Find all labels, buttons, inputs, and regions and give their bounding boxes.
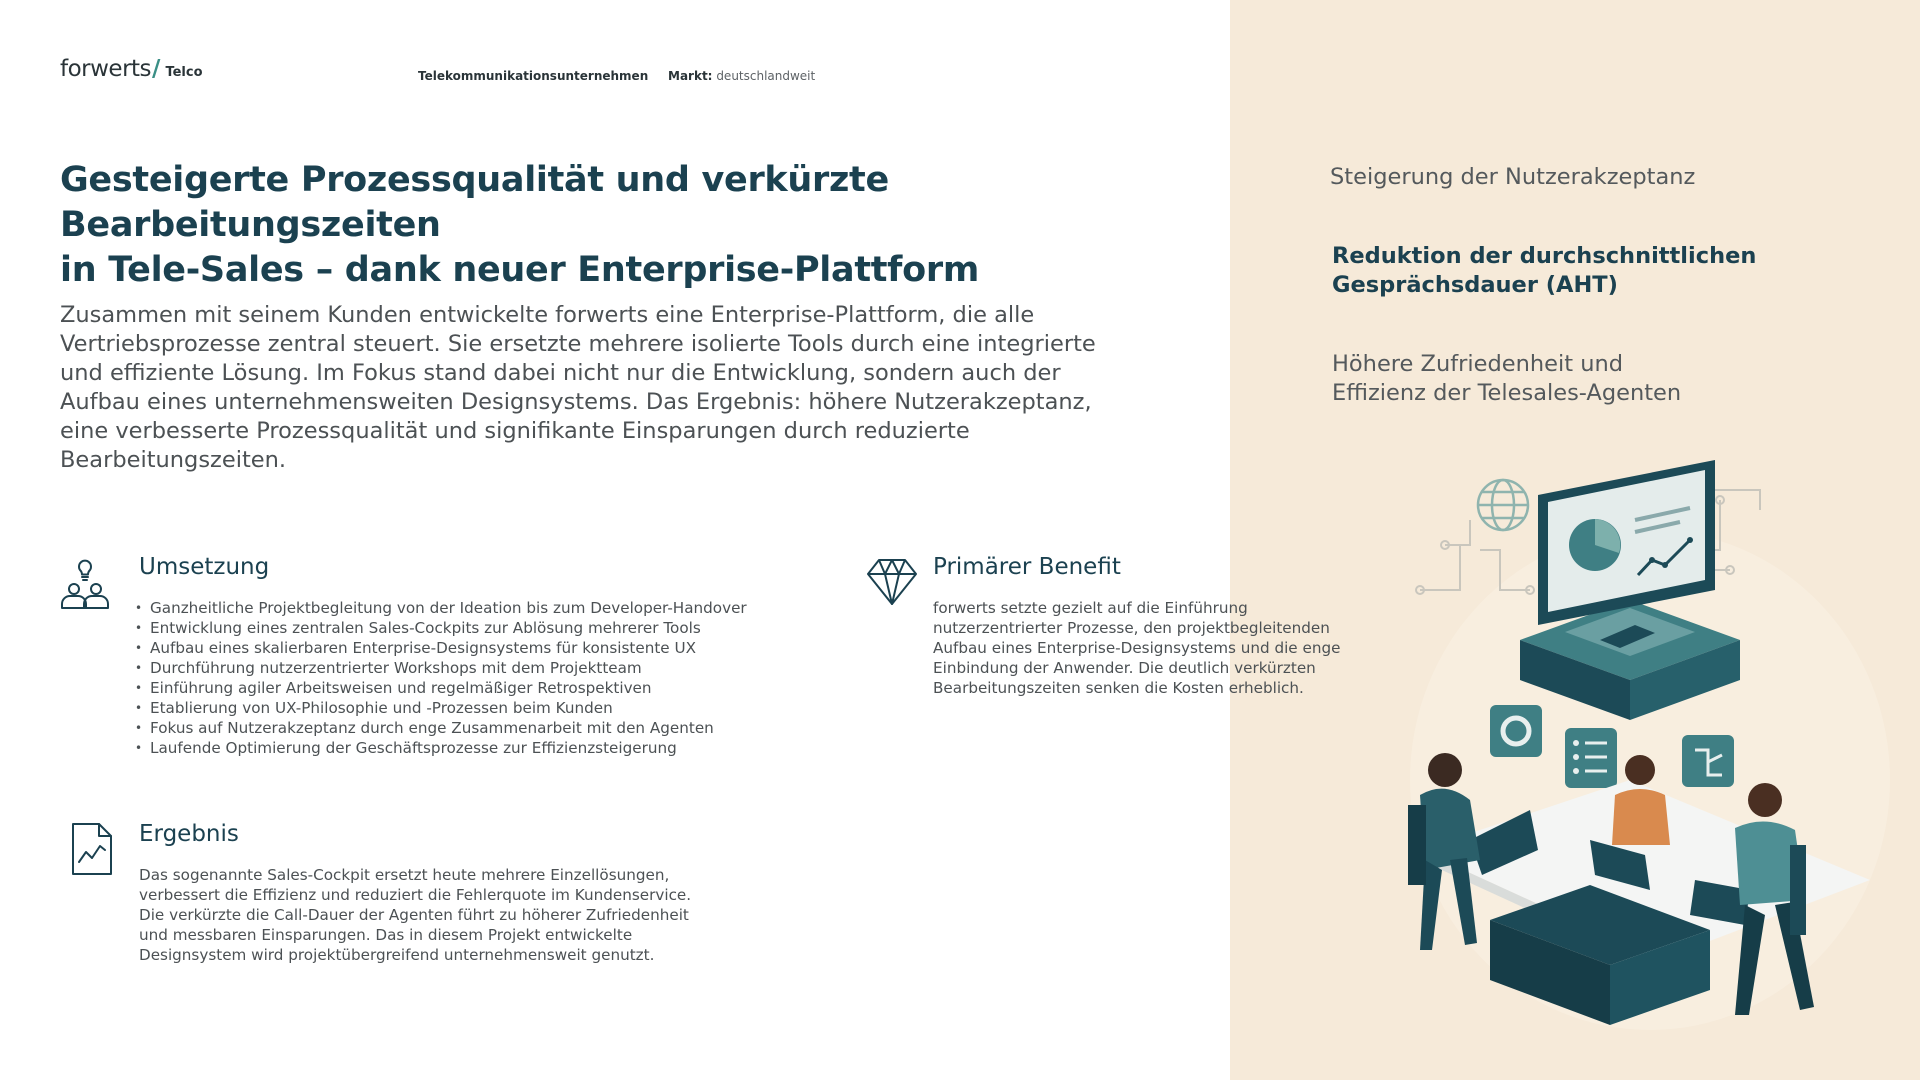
kpi-acceptance [1330,163,1850,192]
intro-line: Bearbeitungszeiten. [60,447,287,473]
checklist-tile [1565,728,1617,788]
intro-line: und effiziente Lösung. Im Fokus stand dabei nicht nur die Entwicklung, sondern auch der [60,360,1061,386]
ergebnis-line: Das sogenannte Sales-Cockpit ersetzt heute mehrere Einzellösungen, [139,866,670,884]
list-item: • Aufbau eines skalierbaren Enterprise-Designsystems für konsistente UX [134,638,747,658]
benefit-line: Einbindung der Anwender. Die deutlich verkürzten [933,659,1316,677]
brand-logo[interactable] [60,56,203,82]
intro-line: Vertriebsprozesse zentral steuert. Sie ersetzte mehrere isolierte Tools durch eine integrierte [60,331,1096,357]
meta-client: Telekommunikationsunternehmen [418,69,649,83]
kpi-line: Höhere Zufriedenheit und [1332,351,1623,377]
settings-tile [1490,705,1542,757]
list-item: • Laufende Optimierung der Geschäftsprozesse zur Effizienzsteigerung [134,738,747,758]
ergebnis-line: verbessert die Effizienz und reduziert die Fehlerquote im Kundenservice. [139,886,692,904]
network-tile [1682,735,1734,787]
kpi-line: Steigerung der Nutzerakzeptanz [1330,164,1696,190]
logo-sub: Telco [165,65,203,80]
kpi-aht [1332,242,1852,300]
ergebnis-line: Die verkürzte die Call-Dauer der Agenten führt zu höherer Zufriedenheit [139,906,689,924]
list-item: • Fokus auf Nutzerakzeptanz durch enge Zusammenarbeit mit den Agenten [134,718,747,738]
logo-slash: / [152,56,161,82]
meta-market [668,69,815,83]
intro-line: eine verbesserte Prozessqualität und signifikante Einsparungen durch reduzierte [60,418,970,444]
kpi-line: Effizienz der Telesales-Agenten [1332,380,1682,406]
ergebnis-paragraph [139,865,759,965]
kpi-line: Reduktion der durchschnittlichen [1332,243,1757,269]
ergebnis-line: und messbaren Einsparungen. Das in diesem Projekt entwickelte [139,926,633,944]
meta-market-label: Markt: [668,69,713,83]
globe-icon [1478,480,1528,530]
team-idea-icon [58,556,112,610]
benefit-paragraph [933,598,1383,698]
intro-paragraph [60,301,1180,475]
intro-line: Zusammen mit seinem Kunden entwickelte forwerts eine Enterprise-Plattform, die alle [60,302,1035,328]
ergebnis-heading: Ergebnis [139,821,239,847]
list-item: • Durchführung nutzerzentrierter Workshops mit dem Projektteam [134,658,747,678]
benefit-line: nutzerzentrierter Prozesse, den projektbegleitenden [933,619,1330,637]
benefit-line: Aufbau eines Enterprise-Designsystems und die enge [933,639,1341,657]
title-line-1: Gesteigerte Prozessqualität und verkürzte Bearbeitungszeiten [60,160,889,245]
intro-line: Aufbau eines unternehmensweiten Designsystems. Das Ergebnis: höhere Nutzerakzeptanz, [60,389,1092,415]
list-item: • Ganzheitliche Projektbegleitung von der Ideation bis zum Developer-Handover [134,598,747,618]
umsetzung-heading: Umsetzung [139,554,270,580]
list-item: • Einführung agiler Arbeitsweisen und regelmäßiger Retrospektiven [134,678,747,698]
benefit-line: forwerts setzte gezielt auf die Einführung [933,599,1248,617]
meta-market-value: deutschlandweit [716,69,816,83]
diamond-icon [866,558,918,606]
document-chart-icon [70,822,114,876]
page-title [60,158,1230,293]
benefit-heading: Primärer Benefit [933,554,1121,580]
logo-wordmark: forwerts [60,56,152,82]
list-item: • Entwicklung eines zentralen Sales-Cockpits zur Ablösung mehrerer Tools [134,618,747,638]
ergebnis-line: Designsystem wird projektübergreifend unternehmensweit genutzt. [139,946,655,964]
kpi-satisfaction [1332,350,1852,408]
kpi-line: Gesprächsdauer (AHT) [1332,272,1618,298]
list-item: • Etablierung von UX-Philosophie und -Prozessen beim Kunden [134,698,747,718]
telesales-team-illustration [1390,450,1900,1040]
title-line-2: in Tele-Sales – dank neuer Enterprise-Plattform [60,250,979,290]
benefit-line: Bearbeitungszeiten senken die Kosten erheblich. [933,679,1304,697]
umsetzung-list [134,598,747,758]
